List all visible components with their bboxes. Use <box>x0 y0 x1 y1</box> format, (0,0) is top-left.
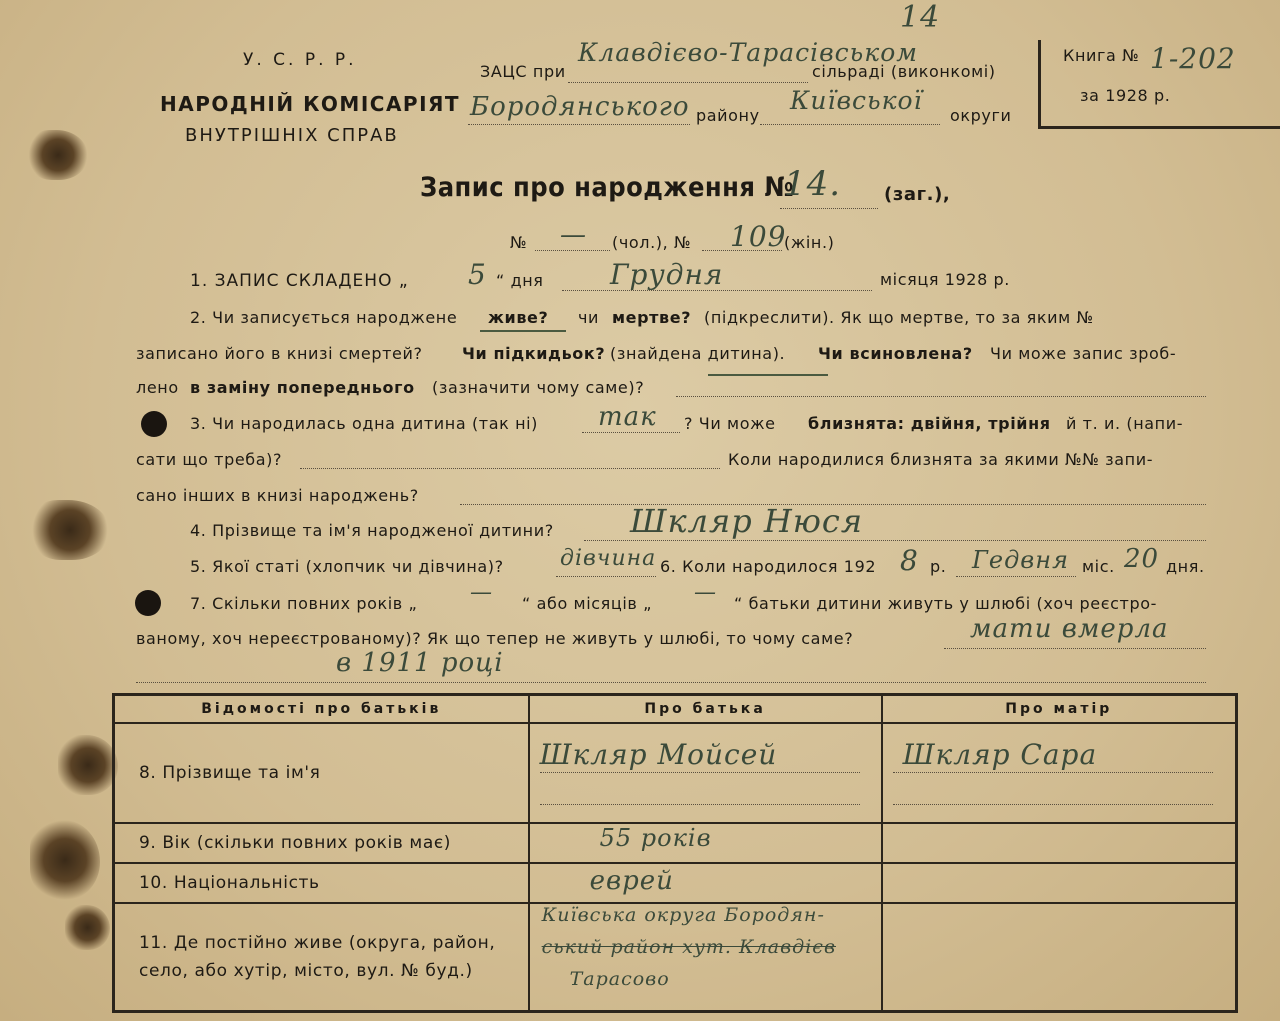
dotted-line <box>893 772 1213 773</box>
item-2-alive: живе? <box>488 308 549 327</box>
row-label-name <box>114 723 529 823</box>
item-2-text-b: чи <box>578 308 600 327</box>
mother-nationality-cell <box>882 863 1237 903</box>
village-council-value: Клавдієво-Тарасівськом <box>578 38 918 67</box>
record-number: 14. <box>784 164 842 204</box>
burn-mark <box>58 735 118 795</box>
department-label: ВНУТРІШНІХ СПРАВ <box>185 125 399 146</box>
dotted-line <box>556 576 656 577</box>
item-2-replacement: в заміну попереднього <box>190 378 415 397</box>
row-label-text: 9. Вік (скільки повних років має) <box>139 833 452 853</box>
item-3-text-b: ? Чи може <box>684 414 776 433</box>
father-residence-line3: Тарасово <box>569 968 670 990</box>
okrug-label: округи <box>950 106 1012 125</box>
zags-prefix: ЗАЦС при <box>480 62 566 81</box>
dotted-line <box>584 540 1206 541</box>
item-3-twins: близнята: двійня, трійня <box>808 414 1051 433</box>
council-suffix: сільраді (виконкомі) <box>812 62 996 81</box>
punch-hole <box>135 590 161 616</box>
item-3-line3-a: сано інших в книзі народжень? <box>136 486 419 505</box>
female-number-value: 109 <box>730 220 787 253</box>
child-name-value: Шкляр Нюся <box>630 502 864 540</box>
row-label-line: 11. Де постійно живе (округа, район, <box>139 933 496 953</box>
item-7-text-c: “ батьки дитини живуть у шлюбі (хоч реєстро- <box>734 594 1157 613</box>
corner-mark: 14 <box>900 0 941 35</box>
item-2-adopted: Чи всиновлена? <box>818 344 973 363</box>
child-sex-value: дівчина <box>560 546 657 571</box>
item-2-line2-c: (знайдена дитина). <box>610 344 786 363</box>
item-1-month: Грудня <box>610 258 724 291</box>
father-residence-line1: Київська округа Бородян- <box>541 904 825 926</box>
item-3-line2-b: Коли народилися близнята за якими №№ запи- <box>728 450 1154 469</box>
item-3-answer: так <box>598 402 657 432</box>
father-age-value: 55 років <box>599 824 712 852</box>
dotted-line <box>676 396 1206 397</box>
father-name-cell <box>529 723 882 823</box>
district-value: Бородянського <box>470 92 690 122</box>
item-2-text-c: (підкреслити). Як що мертве, то за яким № <box>704 308 1094 327</box>
table-row <box>114 823 1237 863</box>
mother-name-value: Шкляр Сара <box>902 738 1098 771</box>
marriage-years-value: — <box>470 580 493 605</box>
row-label-residence <box>114 903 529 1012</box>
burn-mark <box>65 905 110 950</box>
father-residence-cell <box>529 903 882 1012</box>
item-2-foundling: Чи підкидьок? <box>462 344 606 363</box>
pen-stroke <box>708 374 828 376</box>
item-6-label: 6. Коли народилося 192 <box>660 557 877 576</box>
marriage-months-value: — <box>694 580 717 605</box>
item-3-text-d: й т. и. (напи- <box>1066 414 1184 433</box>
burn-mark <box>30 820 100 900</box>
row-label-line: село, або хутір, місто, вул. № буд.) <box>139 961 473 981</box>
state-label: У. С. Р. Р. <box>243 50 357 70</box>
dotted-line <box>760 124 940 125</box>
burn-mark <box>28 130 88 180</box>
dotted-line <box>535 250 610 251</box>
female-label: (жін.) <box>784 233 835 252</box>
item-2-line3-a: лено <box>136 378 179 397</box>
item-7-text-b: “ або місяців „ <box>522 594 652 613</box>
dotted-line <box>540 772 860 773</box>
table-row <box>114 863 1237 903</box>
item-3-line2-a: сати що треба)? <box>136 450 283 469</box>
book-number: 1-202 <box>1150 42 1236 75</box>
item-6-day-label: дня. <box>1166 557 1205 576</box>
year-label: за 1928 р. <box>1080 86 1171 105</box>
father-nationality-cell <box>529 863 882 903</box>
table-header-row <box>114 695 1237 724</box>
table-row <box>114 723 1237 823</box>
record-suffix: (заг.), <box>884 184 951 205</box>
dotted-line <box>568 82 808 83</box>
mother-age-cell <box>882 823 1237 863</box>
item-1-tail: місяця 1928 р. <box>880 270 1010 289</box>
book-label: Книга № <box>1063 46 1140 65</box>
mother-name-cell <box>882 723 1237 823</box>
row-label-nationality <box>114 863 529 903</box>
okrug-value: Київської <box>790 86 923 115</box>
dotted-line <box>468 124 690 125</box>
item-2-text-a: 2. Чи записується народжене <box>190 308 458 327</box>
dotted-line <box>540 804 860 805</box>
item-1-day-label: “ дня <box>496 271 544 290</box>
dotted-line <box>136 682 1206 683</box>
item-6-year-suffix: р. <box>930 557 947 576</box>
mother-residence-cell <box>882 903 1237 1012</box>
row-label-text: 10. Національність <box>139 873 320 893</box>
header-father: Про батька <box>529 695 882 724</box>
item-7-text-a: 7. Скільки повних років „ <box>190 594 418 613</box>
item-1-label: 1. ЗАПИС СКЛАДЕНО „ <box>190 271 409 291</box>
header-mother: Про матір <box>882 695 1237 724</box>
punch-hole <box>141 411 167 437</box>
dotted-line <box>893 804 1213 805</box>
record-title: Запис про народження № <box>420 172 795 203</box>
item-2-line2-e: Чи може запис зроб- <box>990 344 1177 363</box>
district-label: району <box>696 106 760 125</box>
commissariat-label: НАРОДНІЙ КОМІСАРІЯТ <box>160 92 461 116</box>
item-2-line2-a: записано його в книзі смертей? <box>136 344 423 363</box>
table-row <box>114 903 1237 1012</box>
dotted-line <box>562 290 872 291</box>
birth-day-value: 20 <box>1124 544 1160 574</box>
dotted-line <box>956 576 1076 577</box>
item-5-label: 5. Якої статі (хлопчик чи дівчина)? <box>190 557 504 576</box>
dotted-line <box>944 648 1206 649</box>
father-nationality-value: еврей <box>589 866 674 896</box>
birth-month-value: Гедвня <box>972 546 1069 574</box>
alive-underline <box>480 330 566 332</box>
father-age-cell <box>529 823 882 863</box>
father-residence-line2: ський район хут. Клавдієв <box>541 936 836 958</box>
dotted-line <box>702 250 782 251</box>
dotted-line <box>780 208 878 209</box>
header-parents-info: Відомості про батьків <box>114 695 529 724</box>
item-7-answer-b: в 1911 році <box>336 648 504 678</box>
item-4-label: 4. Прізвище та ім'я народженої дитини? <box>190 521 554 540</box>
dotted-line <box>300 468 720 469</box>
burn-mark <box>30 500 110 560</box>
item-2-dead: мертве? <box>612 308 692 327</box>
item-2-line3-c: (зазначити чому саме)? <box>432 378 645 397</box>
father-name-value: Шкляр Мойсей <box>539 738 778 771</box>
male-label: (чол.), № <box>612 233 692 252</box>
row-label-age <box>114 823 529 863</box>
male-number-value: — <box>560 220 587 250</box>
item-1-day: 5 <box>468 258 487 291</box>
item-7-line2-a: ваному, хоч нереєстрованому)? Як що тепер не живуть у шлюбі, то чому саме? <box>136 629 854 648</box>
male-no-label: № <box>510 233 528 252</box>
parents-table <box>112 693 1238 1013</box>
row-label-text: 8. Прізвище та ім'я <box>139 763 321 783</box>
item-6-month-label: міс. <box>1082 557 1115 576</box>
dotted-line <box>582 432 680 433</box>
birth-year-digit: 8 <box>900 544 919 577</box>
item-7-answer-a: мати вмерла <box>970 614 1169 644</box>
item-3-text-a: 3. Чи народилась одна дитина (так ні) <box>190 414 539 433</box>
